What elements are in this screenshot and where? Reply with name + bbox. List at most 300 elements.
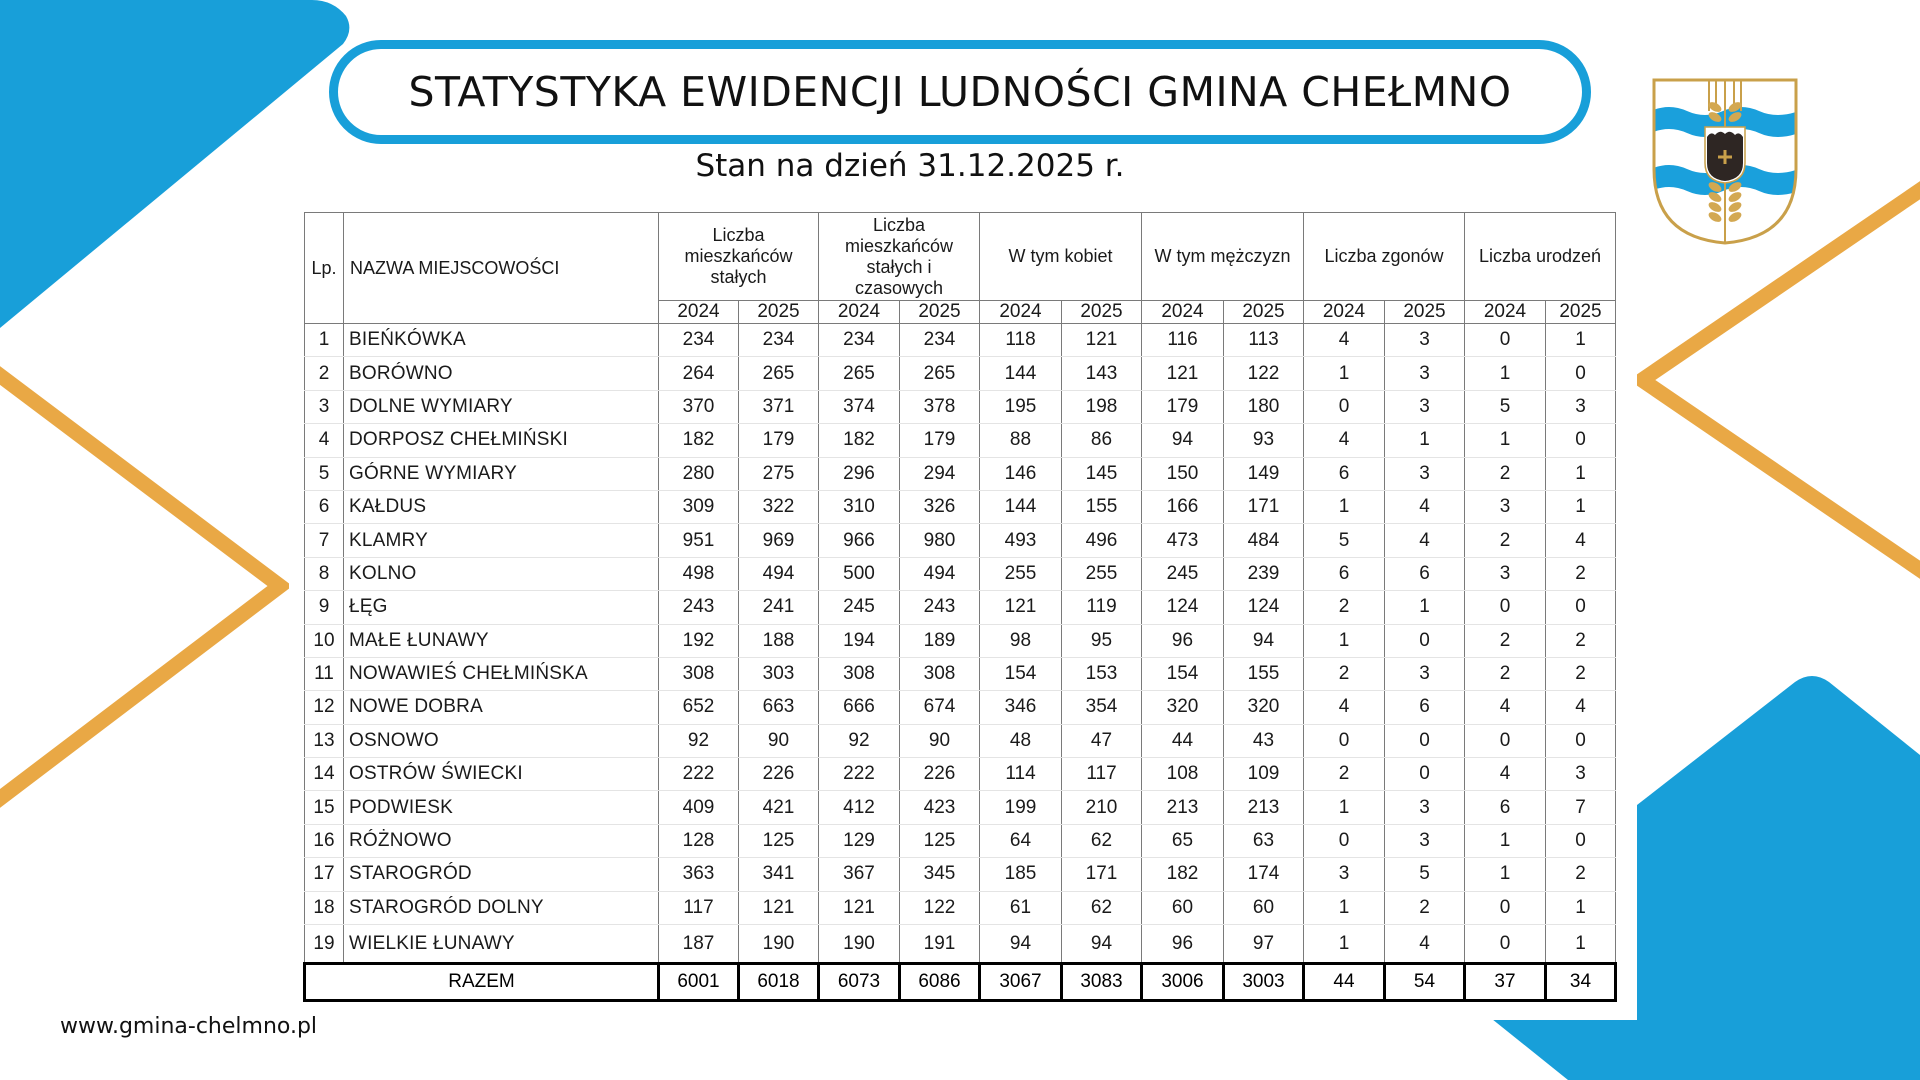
header-year-women-2025: 2025 <box>1062 301 1142 324</box>
cell-deaths-2025: 3 <box>1385 824 1465 857</box>
total-permanent-temporary-2024: 6073 <box>819 964 900 1001</box>
cell-permanent-2024: 187 <box>659 925 739 964</box>
row-number: 16 <box>305 824 344 857</box>
cell-births-2025: 2 <box>1546 657 1616 690</box>
cell-deaths-2024: 3 <box>1304 858 1385 891</box>
cell-permanent-temporary-2025: 189 <box>900 624 980 657</box>
cell-women-2025: 496 <box>1062 524 1142 557</box>
cell-permanent-2024: 192 <box>659 624 739 657</box>
table-row <box>305 925 1616 964</box>
cell-men-2024: 108 <box>1142 758 1224 791</box>
cell-men-2025: 109 <box>1224 758 1304 791</box>
cell-deaths-2024: 2 <box>1304 657 1385 690</box>
cell-deaths-2024: 0 <box>1304 724 1385 757</box>
total-women-2024: 3067 <box>980 964 1062 1001</box>
cell-permanent-temporary-2025: 179 <box>900 424 980 457</box>
cell-deaths-2025: 3 <box>1385 357 1465 390</box>
cell-women-2024: 144 <box>980 357 1062 390</box>
cell-men-2025: 180 <box>1224 390 1304 423</box>
website-url[interactable]: www.gmina-chelmno.pl <box>60 1014 318 1039</box>
cell-women-2025: 119 <box>1062 591 1142 624</box>
cell-permanent-temporary-2024: 374 <box>819 390 900 423</box>
cell-men-2024: 44 <box>1142 724 1224 757</box>
cell-women-2024: 144 <box>980 490 1062 523</box>
row-number: 15 <box>305 791 344 824</box>
cell-deaths-2025: 3 <box>1385 457 1465 490</box>
cell-permanent-2025: 494 <box>739 557 819 590</box>
cell-women-2024: 493 <box>980 524 1062 557</box>
cell-men-2025: 484 <box>1224 524 1304 557</box>
cell-permanent-2025: 421 <box>739 791 819 824</box>
table-row <box>305 424 1616 457</box>
cell-deaths-2024: 6 <box>1304 557 1385 590</box>
row-number: 9 <box>305 591 344 624</box>
population-statistics-table <box>303 212 1617 1002</box>
cell-permanent-temporary-2024: 265 <box>819 357 900 390</box>
header-year-permanent-2025: 2025 <box>739 301 819 324</box>
total-women-2025: 3083 <box>1062 964 1142 1001</box>
cell-permanent-temporary-2025: 345 <box>900 858 980 891</box>
cell-women-2025: 62 <box>1062 824 1142 857</box>
cell-deaths-2025: 3 <box>1385 657 1465 690</box>
cell-deaths-2025: 0 <box>1385 724 1465 757</box>
cell-permanent-temporary-2024: 412 <box>819 791 900 824</box>
row-number: 17 <box>305 858 344 891</box>
cell-deaths-2025: 4 <box>1385 490 1465 523</box>
cell-permanent-temporary-2024: 500 <box>819 557 900 590</box>
cell-deaths-2024: 0 <box>1304 824 1385 857</box>
table-row <box>305 557 1616 590</box>
cell-men-2025: 43 <box>1224 724 1304 757</box>
header-locality-name: NAZWA MIEJSCOWOŚCI <box>344 213 659 324</box>
locality-name: GÓRNE WYMIARY <box>344 457 659 490</box>
header-year-men-2025: 2025 <box>1224 301 1304 324</box>
cell-births-2025: 4 <box>1546 524 1616 557</box>
table-row <box>305 891 1616 924</box>
cell-men-2024: 154 <box>1142 657 1224 690</box>
table-row <box>305 724 1616 757</box>
header-men: W tym mężczyzn <box>1142 213 1304 301</box>
locality-name: PODWIESK <box>344 791 659 824</box>
header-year-men-2024: 2024 <box>1142 301 1224 324</box>
cell-deaths-2024: 1 <box>1304 357 1385 390</box>
cell-men-2024: 245 <box>1142 557 1224 590</box>
cell-men-2024: 150 <box>1142 457 1224 490</box>
cell-women-2025: 255 <box>1062 557 1142 590</box>
cell-men-2024: 166 <box>1142 490 1224 523</box>
date-subtitle: Stan na dzień 31.12.2025 r. <box>695 148 1125 184</box>
cell-permanent-temporary-2024: 966 <box>819 524 900 557</box>
cell-permanent-2024: 308 <box>659 657 739 690</box>
row-number: 13 <box>305 724 344 757</box>
cell-deaths-2024: 1 <box>1304 490 1385 523</box>
table-row <box>305 524 1616 557</box>
locality-name: KAŁDUS <box>344 490 659 523</box>
cell-women-2025: 47 <box>1062 724 1142 757</box>
header-lp: Lp. <box>305 213 344 324</box>
locality-name: NOWE DOBRA <box>344 691 659 724</box>
cell-men-2024: 473 <box>1142 524 1224 557</box>
cell-deaths-2024: 1 <box>1304 791 1385 824</box>
locality-name: ŁĘG <box>344 591 659 624</box>
header-permanent-temporary-residents: Liczba mieszkańców stałych i czasowych <box>819 213 980 301</box>
cell-deaths-2025: 3 <box>1385 791 1465 824</box>
total-deaths-2025: 54 <box>1385 964 1465 1001</box>
row-number: 18 <box>305 891 344 924</box>
cell-births-2024: 5 <box>1465 390 1546 423</box>
cell-men-2025: 149 <box>1224 457 1304 490</box>
cell-deaths-2024: 5 <box>1304 524 1385 557</box>
table-row <box>305 390 1616 423</box>
row-number: 6 <box>305 490 344 523</box>
cell-births-2025: 4 <box>1546 691 1616 724</box>
cell-men-2024: 121 <box>1142 357 1224 390</box>
cell-permanent-2025: 190 <box>739 925 819 964</box>
cell-permanent-2025: 234 <box>739 324 819 357</box>
cell-permanent-temporary-2025: 378 <box>900 390 980 423</box>
table-row <box>305 657 1616 690</box>
cell-permanent-2024: 182 <box>659 424 739 457</box>
cell-permanent-2024: 243 <box>659 591 739 624</box>
cell-births-2025: 2 <box>1546 557 1616 590</box>
cell-men-2025: 213 <box>1224 791 1304 824</box>
cell-permanent-temporary-2024: 121 <box>819 891 900 924</box>
row-number: 19 <box>305 925 344 964</box>
row-number: 7 <box>305 524 344 557</box>
cell-men-2024: 96 <box>1142 925 1224 964</box>
cell-deaths-2024: 6 <box>1304 457 1385 490</box>
cell-permanent-2025: 322 <box>739 490 819 523</box>
locality-name: RÓŻNOWO <box>344 824 659 857</box>
cell-women-2024: 146 <box>980 457 1062 490</box>
cell-permanent-temporary-2025: 423 <box>900 791 980 824</box>
cell-permanent-temporary-2025: 243 <box>900 591 980 624</box>
cell-permanent-temporary-2024: 92 <box>819 724 900 757</box>
locality-name: MAŁE ŁUNAWY <box>344 624 659 657</box>
cell-deaths-2024: 4 <box>1304 424 1385 457</box>
cell-men-2024: 96 <box>1142 624 1224 657</box>
row-number: 14 <box>305 758 344 791</box>
header-year-permanent-2024: 2024 <box>659 301 739 324</box>
cell-permanent-2024: 264 <box>659 357 739 390</box>
cell-permanent-temporary-2025: 125 <box>900 824 980 857</box>
row-number: 3 <box>305 390 344 423</box>
table-row <box>305 591 1616 624</box>
cell-deaths-2024: 2 <box>1304 758 1385 791</box>
cell-permanent-temporary-2024: 245 <box>819 591 900 624</box>
cell-women-2025: 143 <box>1062 357 1142 390</box>
cell-deaths-2025: 6 <box>1385 691 1465 724</box>
cell-permanent-temporary-2024: 296 <box>819 457 900 490</box>
row-number: 5 <box>305 457 344 490</box>
cell-men-2025: 60 <box>1224 891 1304 924</box>
cell-men-2025: 93 <box>1224 424 1304 457</box>
cell-deaths-2025: 6 <box>1385 557 1465 590</box>
cell-permanent-2025: 265 <box>739 357 819 390</box>
cell-men-2024: 320 <box>1142 691 1224 724</box>
cell-deaths-2024: 4 <box>1304 324 1385 357</box>
cell-births-2024: 2 <box>1465 624 1546 657</box>
cell-permanent-2024: 652 <box>659 691 739 724</box>
cell-permanent-temporary-2025: 674 <box>900 691 980 724</box>
cell-births-2024: 1 <box>1465 424 1546 457</box>
cell-permanent-2024: 234 <box>659 324 739 357</box>
cell-births-2025: 1 <box>1546 457 1616 490</box>
cell-births-2024: 0 <box>1465 591 1546 624</box>
cell-women-2024: 48 <box>980 724 1062 757</box>
cell-permanent-2024: 951 <box>659 524 739 557</box>
cell-men-2024: 213 <box>1142 791 1224 824</box>
cell-births-2025: 0 <box>1546 357 1616 390</box>
cell-deaths-2024: 4 <box>1304 691 1385 724</box>
cell-permanent-2025: 371 <box>739 390 819 423</box>
cell-permanent-temporary-2024: 666 <box>819 691 900 724</box>
cell-permanent-temporary-2024: 190 <box>819 925 900 964</box>
cell-permanent-temporary-2024: 308 <box>819 657 900 690</box>
total-births-2024: 37 <box>1465 964 1546 1001</box>
cell-births-2024: 1 <box>1465 824 1546 857</box>
row-number: 1 <box>305 324 344 357</box>
cell-deaths-2025: 0 <box>1385 758 1465 791</box>
table-row <box>305 691 1616 724</box>
table-row <box>305 758 1616 791</box>
cell-births-2025: 1 <box>1546 490 1616 523</box>
cell-women-2025: 155 <box>1062 490 1142 523</box>
cell-permanent-temporary-2025: 90 <box>900 724 980 757</box>
cell-deaths-2025: 1 <box>1385 591 1465 624</box>
cell-permanent-2024: 409 <box>659 791 739 824</box>
cell-women-2024: 98 <box>980 624 1062 657</box>
header-year-births-2025: 2025 <box>1546 301 1616 324</box>
header-year-deaths-2024: 2024 <box>1304 301 1385 324</box>
cell-permanent-2024: 222 <box>659 758 739 791</box>
table-row <box>305 457 1616 490</box>
cell-permanent-2025: 241 <box>739 591 819 624</box>
cell-permanent-temporary-2025: 191 <box>900 925 980 964</box>
cell-women-2024: 121 <box>980 591 1062 624</box>
header-year-permanent-temporary-2025: 2025 <box>900 301 980 324</box>
cell-permanent-2024: 370 <box>659 390 739 423</box>
cell-women-2024: 118 <box>980 324 1062 357</box>
cell-permanent-temporary-2025: 226 <box>900 758 980 791</box>
cell-births-2024: 0 <box>1465 891 1546 924</box>
cell-men-2025: 124 <box>1224 591 1304 624</box>
row-number: 2 <box>305 357 344 390</box>
header-year-women-2024: 2024 <box>980 301 1062 324</box>
cell-women-2024: 94 <box>980 925 1062 964</box>
row-number: 10 <box>305 624 344 657</box>
cell-women-2025: 354 <box>1062 691 1142 724</box>
cell-permanent-2025: 303 <box>739 657 819 690</box>
locality-name: BORÓWNO <box>344 357 659 390</box>
cell-men-2025: 239 <box>1224 557 1304 590</box>
cell-births-2024: 1 <box>1465 858 1546 891</box>
cell-women-2024: 114 <box>980 758 1062 791</box>
page-title: STATYSTYKA EWIDENCJI LUDNOŚCI GMINA CHEŁMNO <box>408 68 1512 116</box>
cell-permanent-2025: 341 <box>739 858 819 891</box>
cell-women-2024: 88 <box>980 424 1062 457</box>
total-label: RAZEM <box>305 964 659 1001</box>
table-row <box>305 858 1616 891</box>
cell-permanent-temporary-2025: 265 <box>900 357 980 390</box>
cell-deaths-2024: 1 <box>1304 891 1385 924</box>
cell-permanent-temporary-2024: 234 <box>819 324 900 357</box>
cell-births-2025: 0 <box>1546 424 1616 457</box>
cell-births-2025: 3 <box>1546 758 1616 791</box>
header-women: W tym kobiet <box>980 213 1142 301</box>
cell-births-2024: 0 <box>1465 324 1546 357</box>
cell-deaths-2025: 4 <box>1385 524 1465 557</box>
cell-men-2024: 65 <box>1142 824 1224 857</box>
cell-births-2025: 1 <box>1546 891 1616 924</box>
table-row <box>305 791 1616 824</box>
cell-births-2025: 3 <box>1546 390 1616 423</box>
cell-permanent-2025: 121 <box>739 891 819 924</box>
header-year-deaths-2025: 2025 <box>1385 301 1465 324</box>
cell-deaths-2025: 4 <box>1385 925 1465 964</box>
locality-name: KOLNO <box>344 557 659 590</box>
cell-births-2025: 0 <box>1546 824 1616 857</box>
cell-permanent-2025: 275 <box>739 457 819 490</box>
header-permanent-residents: Liczba mieszkańców stałych <box>659 213 819 301</box>
cell-births-2024: 2 <box>1465 657 1546 690</box>
cell-women-2025: 117 <box>1062 758 1142 791</box>
title-banner <box>329 40 1591 144</box>
cell-permanent-2025: 226 <box>739 758 819 791</box>
coat-of-arms-icon <box>1651 77 1799 247</box>
cell-permanent-2024: 128 <box>659 824 739 857</box>
cell-men-2025: 122 <box>1224 357 1304 390</box>
cell-births-2024: 4 <box>1465 758 1546 791</box>
locality-name: DORPOSZ CHEŁMIŃSKI <box>344 424 659 457</box>
locality-name: OSNOWO <box>344 724 659 757</box>
cell-permanent-temporary-2025: 980 <box>900 524 980 557</box>
locality-name: WIELKIE ŁUNAWY <box>344 925 659 964</box>
cell-deaths-2024: 1 <box>1304 624 1385 657</box>
cell-women-2025: 210 <box>1062 791 1142 824</box>
cell-births-2024: 2 <box>1465 524 1546 557</box>
cell-births-2025: 1 <box>1546 324 1616 357</box>
cell-permanent-temporary-2024: 182 <box>819 424 900 457</box>
orange-chevron-left <box>0 368 280 806</box>
cell-births-2025: 1 <box>1546 925 1616 964</box>
cell-permanent-temporary-2025: 308 <box>900 657 980 690</box>
cell-men-2025: 320 <box>1224 691 1304 724</box>
cell-women-2025: 198 <box>1062 390 1142 423</box>
locality-name: STAROGRÓD DOLNY <box>344 891 659 924</box>
cell-men-2024: 116 <box>1142 324 1224 357</box>
cell-permanent-2024: 498 <box>659 557 739 590</box>
row-number: 12 <box>305 691 344 724</box>
total-men-2025: 3003 <box>1224 964 1304 1001</box>
cell-women-2024: 195 <box>980 390 1062 423</box>
cell-permanent-temporary-2024: 222 <box>819 758 900 791</box>
cell-permanent-2024: 92 <box>659 724 739 757</box>
cell-permanent-2024: 280 <box>659 457 739 490</box>
cell-women-2025: 95 <box>1062 624 1142 657</box>
cell-permanent-temporary-2024: 310 <box>819 490 900 523</box>
table-row <box>305 490 1616 523</box>
locality-name: NOWAWIEŚ CHEŁMIŃSKA <box>344 657 659 690</box>
header-year-births-2024: 2024 <box>1465 301 1546 324</box>
cell-deaths-2025: 5 <box>1385 858 1465 891</box>
cell-births-2024: 4 <box>1465 691 1546 724</box>
header-year-permanent-temporary-2024: 2024 <box>819 301 900 324</box>
cell-permanent-temporary-2025: 294 <box>900 457 980 490</box>
cell-permanent-temporary-2025: 234 <box>900 324 980 357</box>
cell-births-2024: 0 <box>1465 925 1546 964</box>
cell-permanent-2024: 363 <box>659 858 739 891</box>
cell-men-2024: 182 <box>1142 858 1224 891</box>
table-row <box>305 824 1616 857</box>
cell-permanent-temporary-2025: 494 <box>900 557 980 590</box>
header-deaths: Liczba zgonów <box>1304 213 1465 301</box>
cell-women-2025: 121 <box>1062 324 1142 357</box>
cell-permanent-2025: 663 <box>739 691 819 724</box>
locality-name: STAROGRÓD <box>344 858 659 891</box>
cell-women-2024: 255 <box>980 557 1062 590</box>
cell-births-2024: 2 <box>1465 457 1546 490</box>
cell-births-2025: 2 <box>1546 858 1616 891</box>
cell-women-2025: 86 <box>1062 424 1142 457</box>
cell-deaths-2025: 1 <box>1385 424 1465 457</box>
cell-women-2024: 185 <box>980 858 1062 891</box>
cell-men-2024: 60 <box>1142 891 1224 924</box>
cell-men-2025: 174 <box>1224 858 1304 891</box>
cell-women-2024: 199 <box>980 791 1062 824</box>
cell-women-2025: 153 <box>1062 657 1142 690</box>
cell-men-2025: 63 <box>1224 824 1304 857</box>
locality-name: KLAMRY <box>344 524 659 557</box>
row-number: 4 <box>305 424 344 457</box>
cell-births-2024: 0 <box>1465 724 1546 757</box>
cell-births-2025: 2 <box>1546 624 1616 657</box>
locality-name: OSTRÓW ŚWIECKI <box>344 758 659 791</box>
cell-deaths-2025: 3 <box>1385 390 1465 423</box>
cell-births-2024: 3 <box>1465 490 1546 523</box>
table-row <box>305 357 1616 390</box>
cell-permanent-2024: 309 <box>659 490 739 523</box>
cell-births-2024: 1 <box>1465 357 1546 390</box>
total-permanent-temporary-2025: 6086 <box>900 964 980 1001</box>
cell-men-2025: 113 <box>1224 324 1304 357</box>
cell-women-2024: 61 <box>980 891 1062 924</box>
cell-men-2024: 124 <box>1142 591 1224 624</box>
cell-permanent-temporary-2025: 326 <box>900 490 980 523</box>
header-births: Liczba urodzeń <box>1465 213 1616 301</box>
total-deaths-2024: 44 <box>1304 964 1385 1001</box>
cell-women-2025: 94 <box>1062 925 1142 964</box>
cell-women-2024: 346 <box>980 691 1062 724</box>
cell-deaths-2025: 3 <box>1385 324 1465 357</box>
total-permanent-2025: 6018 <box>739 964 819 1001</box>
cell-women-2024: 64 <box>980 824 1062 857</box>
row-number: 11 <box>305 657 344 690</box>
cell-permanent-2025: 125 <box>739 824 819 857</box>
cell-births-2024: 3 <box>1465 557 1546 590</box>
cell-births-2025: 0 <box>1546 591 1616 624</box>
cell-women-2025: 62 <box>1062 891 1142 924</box>
cell-men-2025: 171 <box>1224 490 1304 523</box>
cell-men-2024: 94 <box>1142 424 1224 457</box>
cell-permanent-2025: 188 <box>739 624 819 657</box>
cell-permanent-temporary-2024: 194 <box>819 624 900 657</box>
locality-name: BIEŃKÓWKA <box>344 324 659 357</box>
cell-births-2025: 0 <box>1546 724 1616 757</box>
cell-deaths-2024: 1 <box>1304 925 1385 964</box>
cell-permanent-temporary-2024: 367 <box>819 858 900 891</box>
cell-permanent-temporary-2024: 129 <box>819 824 900 857</box>
